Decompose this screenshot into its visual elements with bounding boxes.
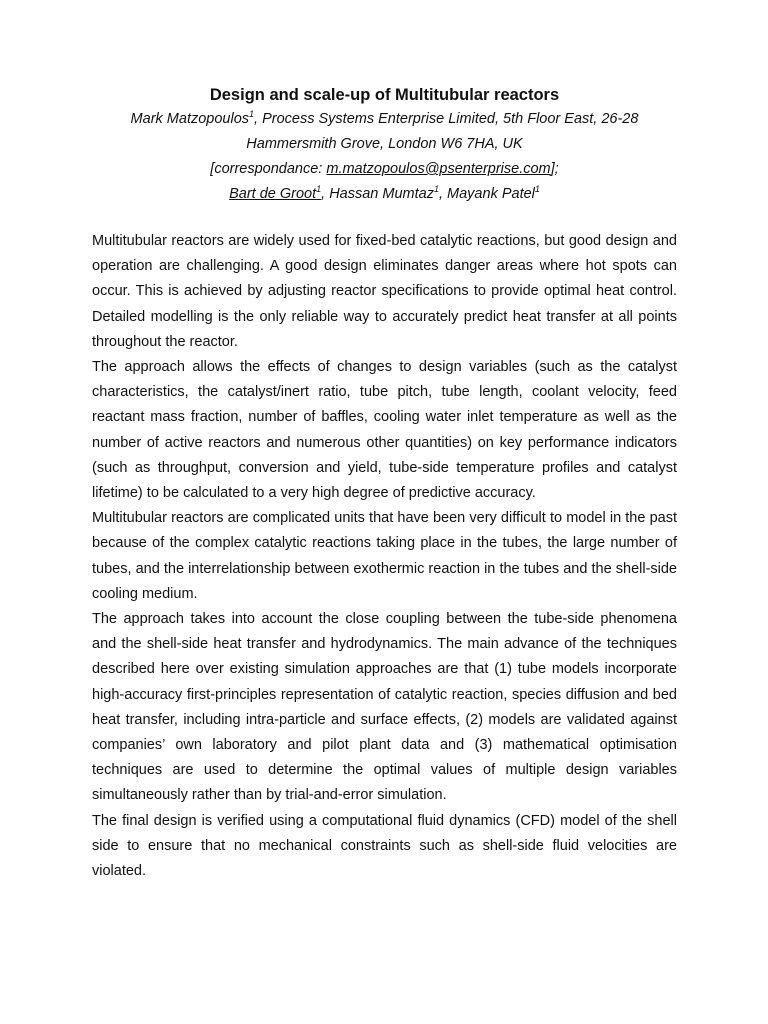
- correspondence-suffix: ];: [550, 161, 559, 177]
- paragraph: Multitubular reactors are widely used for fixed-bed catalytic reactions, but good design and operation are challenging. A good design eliminates danger areas where hot spots can occur. This is achieved by adjusting reactor specifications to provide optimal heat control. Detailed modelling is the only reliable way to accurately predict heat transfer at all points throughout the reactor.: [92, 233, 677, 350]
- coauthor-1-name: [229, 186, 321, 202]
- correspondence-email-link[interactable]: m.matzopoulos@psenterprise.com: [326, 161, 551, 177]
- paper-title: Design and scale-up of Multitubular reactors: [209, 86, 560, 104]
- paragraph: The approach takes into account the close coupling between the tube-side phenomena and the shell-side heat transfer and hydrodynamics. The main advance of the techniques described here over existing simulation approaches are that (1) tube models incorporate high-accuracy first-principles representation of catalytic reaction, species diffusion and bed heat transfer, including intra-particle and surface effects, (2) models are validated against companies’ own laboratory and pilot plant data and (3) mathematical optimisation techniques are used to determine the optimal values of multiple design variables simultaneously rather than by trial-and-error simulation.: [92, 611, 677, 804]
- author-line-1: [92, 107, 677, 132]
- coauthor-2-name: , Hassan Mumtaz: [321, 186, 434, 202]
- paragraph: The final design is verified using a computational fluid dynamics (CFD) model of the shell side to ensure that no mechanical constraints such as shell-side fluid velocities are violated.: [92, 812, 677, 880]
- coauthors-line: [92, 182, 677, 207]
- abstract-body: [92, 229, 677, 884]
- coauthor-2-superscript: 1: [433, 184, 439, 195]
- paragraph: The approach allows the effects of changes to design variables (such as the catalyst characteristics, the catalyst/inert ratio, tube pitch, tube length, coolant velocity, feed reactant mass fraction, number of baffles, cooling water inlet temperature as well as the number of active reactors and numerous other quantities) on key performance indicators (such as throughput, conversion and yield, tube-side temperature profiles and catalyst lifetime) to be calculated to a very high degree of predictive accuracy.: [92, 359, 677, 502]
- document-page: [92, 84, 677, 884]
- paragraph: Multitubular reactors are complicated units that have been very difficult to model in the past because of the complex catalytic reactions taking place in the tubes, the large number of tubes, and the interrelationship between exothermic reaction in the tubes and the shell-side cooling medium.: [92, 510, 677, 602]
- affiliation-text: , Process Systems Enterprise Limited, 5th Floor East, 26-28: [254, 111, 639, 127]
- author-line-2: Hammersmith Grove, London W6 7HA, UK: [246, 136, 523, 152]
- author-superscript: 1: [249, 109, 255, 120]
- coauthor-3-name: , Mayank Patel: [438, 186, 535, 202]
- author-name: Mark Matzopoulos: [130, 111, 250, 127]
- coauthor-1-superscript: 1: [316, 184, 322, 195]
- correspondence-prefix: [correspondance:: [210, 161, 327, 177]
- author-block: [92, 107, 677, 207]
- coauthor-3-superscript: 1: [534, 184, 540, 195]
- correspondence-line: [92, 157, 677, 182]
- coauthor-1-text: Bart de Groot: [229, 186, 317, 202]
